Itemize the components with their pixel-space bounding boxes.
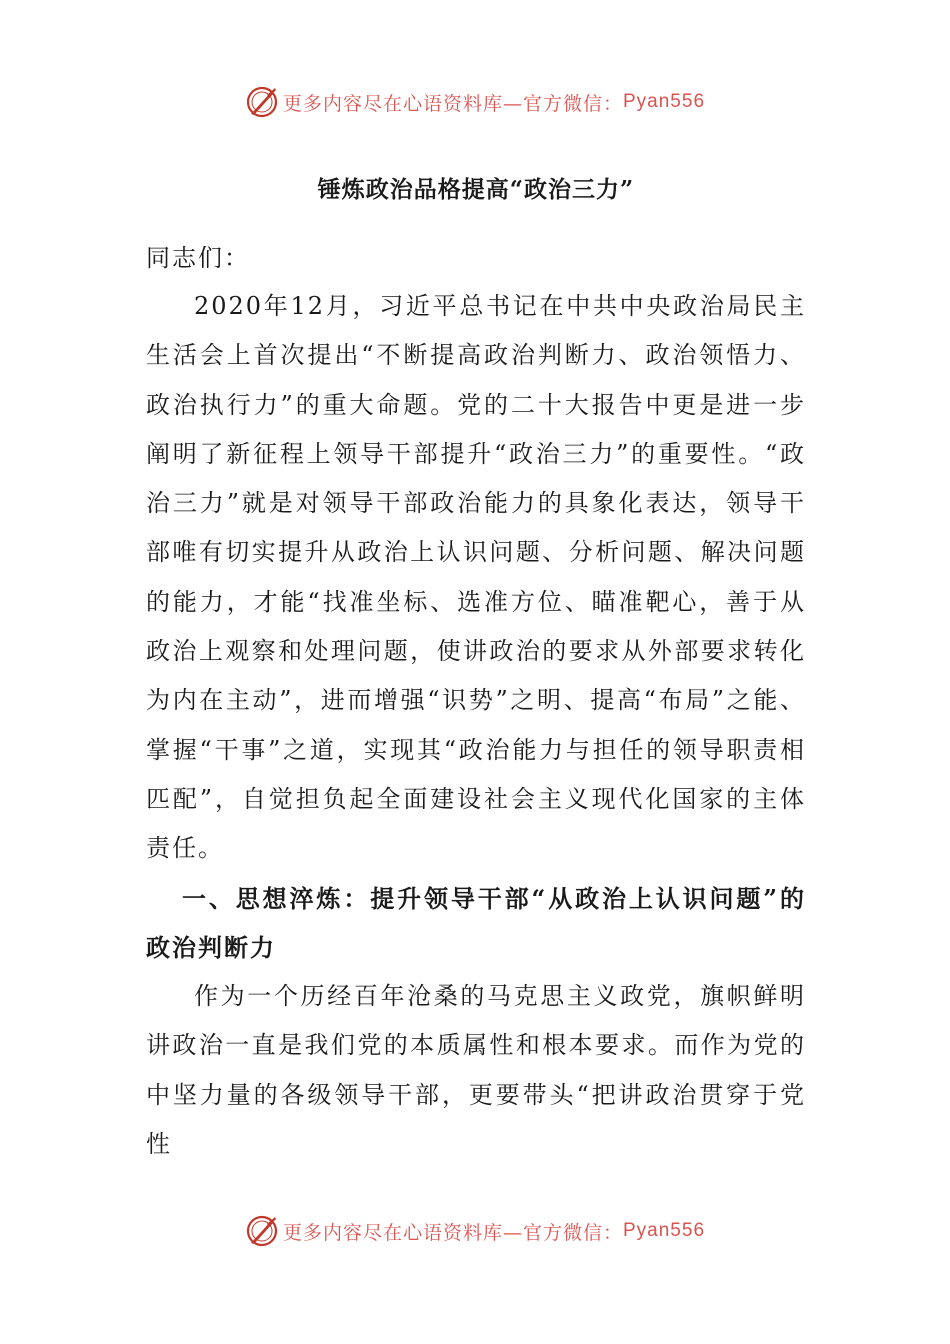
wechat-id: Pyan556 [623, 1220, 706, 1241]
quill-pen-logo-icon [245, 85, 279, 119]
wechat-id: Pyan556 [623, 91, 706, 112]
header-banner [0, 82, 950, 122]
paragraph-intro: 2020年12月，习近平总书记在中共中央政治局民主生活会上首次提出“不断提高政治判断力、政治领悟力、政治执行力”的重大命题。党的二十大报告中更是进一步阐明了新征程上领导干部提升“政治三力”的重要性。“政治三力”就是对领导干部政治能力的具象化表达，领导干部唯有切实提升从政治上认识问题、分析问题、解决问题的能力，才能“找准坐标、选准方位、瞄准靶心，善于从政治上观察和处理问题，使讲政治的要求从外部要求转化为内在主动”，进而增强“识势”之明、提高“布局”之能、掌握“干事”之道，实现其“政治能力与担任的领导职责相匹配”，自觉担负起全面建设社会主义现代化国家的主体责任。 [146, 292, 806, 863]
footer-banner [0, 1211, 950, 1251]
document-body [146, 170, 806, 1169]
paragraph-section-1: 作为一个历经百年沧桑的马克思主义政党，旗帜鲜明讲政治一直是我们党的本质属性和根本要求。而作为党的中坚力量的各级领导干部，更要带头“把讲政治贯穿于党性 [146, 982, 806, 1159]
document-title: 锤炼政治品格提高“政治三力” [317, 176, 635, 203]
banner-text: 更多内容尽在心语资料库—官方微信： [282, 92, 623, 115]
section-heading-1: 一、思想淬炼：提升领导干部“从政治上认识问题”的政治判断力 [146, 883, 806, 962]
quill-pen-logo-icon [245, 1214, 279, 1248]
banner-text: 更多内容尽在心语资料库—官方微信： [282, 1221, 623, 1244]
salutation: 同志们： [146, 244, 250, 272]
